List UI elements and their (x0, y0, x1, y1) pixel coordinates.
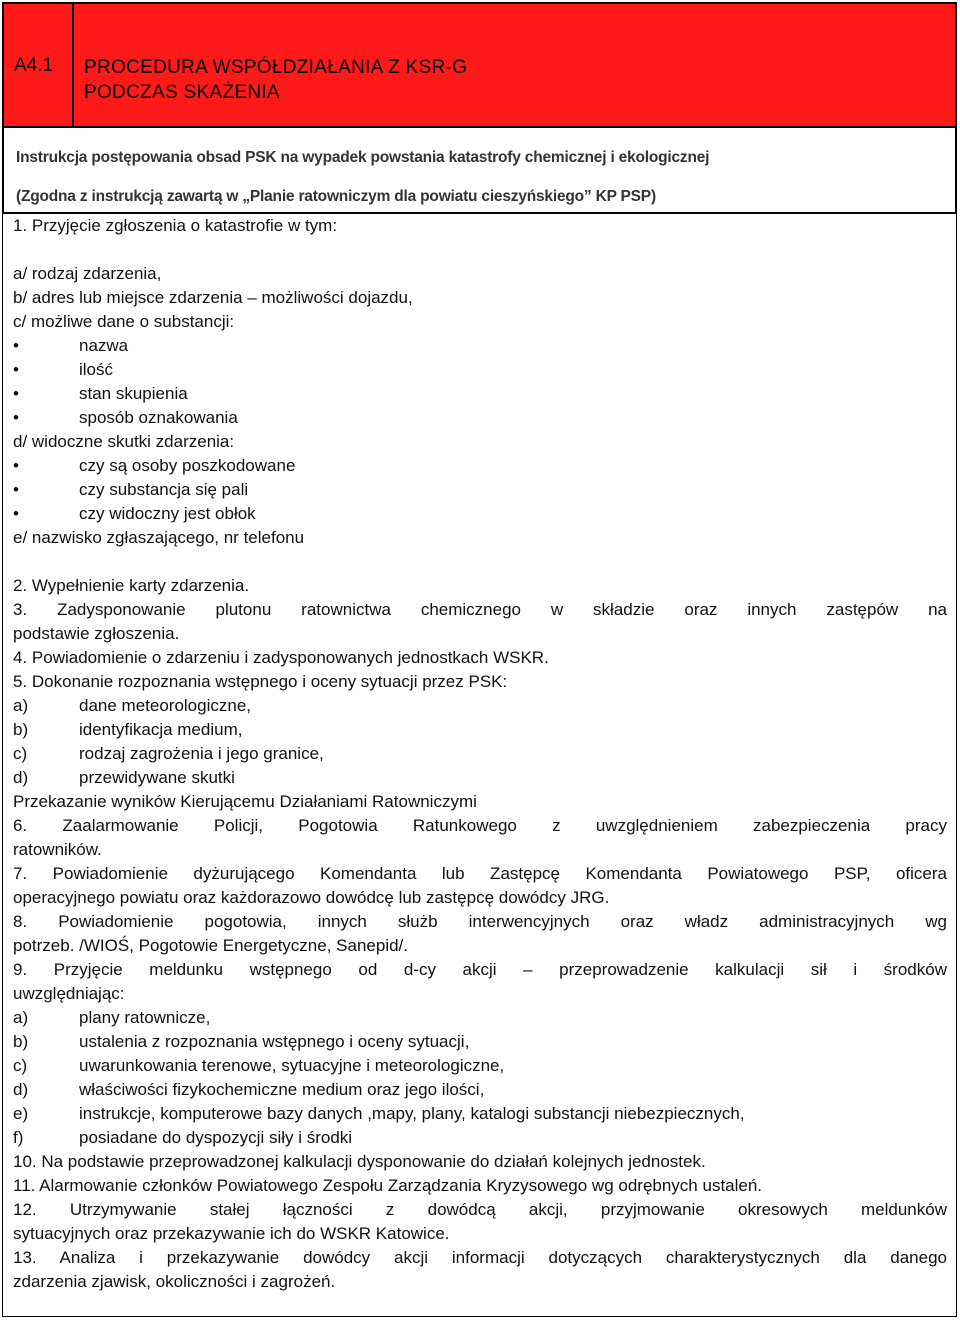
item-label: a) (13, 1008, 29, 1027)
list-item: • ilość (13, 358, 947, 382)
step-2: 2. Wypełnienie karty zdarzenia. (13, 576, 250, 595)
item-label: b) (13, 1032, 29, 1051)
list-item (13, 1006, 947, 1030)
step-12-line-1: 12. Utrzymywanie stałej łączności z dowódcą akcji, przyjmowanie okresowych meldunków (13, 1200, 947, 1219)
step-13-line-2: zdarzenia zjawisk, okoliczności i zagrożeń. (13, 1272, 336, 1291)
step-9-line-1: 9. Przyjęcie meldunku wstępnego od d-cy akcji – przeprowadzenie kalkulacji sił i środków (13, 960, 947, 979)
instruction-box (2, 128, 957, 214)
item-text: plany ratownicze, (79, 1008, 211, 1027)
item-text: przewidywane skutki (79, 768, 235, 787)
step-1-d: d/ widoczne skutki zdarzenia: (13, 432, 235, 451)
item-text: instrukcje, komputerowe bazy danych ,mapy, plany, katalogi substancji niebezpiecznych, (79, 1104, 745, 1123)
list-item: • czy substancja się pali (13, 478, 947, 502)
item-label: c) (13, 1056, 28, 1075)
list-item: • stan skupienia (13, 382, 947, 406)
step-11: 11. Alarmowanie członków Powiatowego Zespołu Zarządzania Kryzysowego wg odrębnych ustaleń. (13, 1176, 763, 1195)
list-item: • czy są osoby poszkodowane (13, 454, 947, 478)
step-8-line-1: 8. Powiadomienie pogotowia, innych służb interwencyjnych oraz władz administracyjnych wg (13, 912, 947, 931)
step-3-line-1: 3. Zadysponowanie plutonu ratownictwa chemicznego w składzie oraz innych zastępów na (13, 600, 947, 619)
list-item (13, 1102, 947, 1126)
list-item: • sposób oznakowania (13, 406, 947, 430)
step-10: 10. Na podstawie przeprowadzonej kalkulacji dysponowanie do działań kolejnych jednostek. (13, 1152, 706, 1171)
item-text: posiadane do dyspozycji siły i środki (79, 1128, 353, 1147)
list-item (13, 1030, 947, 1054)
step-8-line-2: potrzeb. /WIOŚ, Pogotowie Energetyczne, Sanepid/. (13, 936, 408, 955)
step-1-b: b/ adres lub miejsce zdarzenia – możliwości dojazdu, (13, 288, 413, 307)
list-item: • nazwa (13, 334, 947, 358)
list-item (13, 742, 947, 766)
procedure-content (13, 214, 947, 1294)
item-label: d) (13, 1080, 29, 1099)
page-title (84, 55, 467, 105)
list-item (13, 1054, 947, 1078)
item-text: ustalenia z rozpoznania wstępnego i oceny sytuacji, (79, 1032, 470, 1051)
step-3-line-2: podstawie zgłoszenia. (13, 624, 180, 643)
step-1-c: c/ możliwe dane o substancji: (13, 312, 235, 331)
step-5: 5. Dokonanie rozpoznania wstępnego i oceny sytuacji przez PSK: (13, 672, 508, 691)
item-label: c) (13, 744, 28, 763)
step-6-line-2: ratowników. (13, 840, 102, 859)
step-12-line-2: sytuacyjnych oraz przekazywanie ich do WSKR Katowice. (13, 1224, 450, 1243)
item-text: uwarunkowania terenowe, sytuacyjne i meteorologiczne, (79, 1056, 505, 1075)
item-label: a) (13, 696, 29, 715)
item-text: dane meteorologiczne, (79, 696, 252, 715)
item-label: d) (13, 768, 29, 787)
step-1-e: e/ nazwisko zgłaszającego, nr telefonu (13, 528, 305, 547)
list-item (13, 1078, 947, 1102)
list-item: • czy widoczny jest obłok (13, 502, 947, 526)
item-label: b) (13, 720, 29, 739)
step-4: 4. Powiadomienie o zdarzeniu i zadysponowanych jednostkach WSKR. (13, 648, 549, 667)
title-line-1: PROCEDURA WSPÓŁDZIAŁANIA Z KSR-G (84, 57, 468, 78)
item-label: e) (13, 1104, 29, 1123)
item-text: identyfikacja medium, (79, 720, 243, 739)
title-line-2: PODCZAS SKAŻENIA (84, 82, 280, 103)
step-7-line-1: 7. Powiadomienie dyżurującego Komendanta lub Zastępcę Komendanta Powiatowego PSP, oficera (13, 864, 947, 883)
step-5-summary: Przekazanie wyników Kierującemu Działaniami Ratowniczymi (13, 792, 477, 811)
list-item (13, 766, 947, 790)
header-bar (2, 2, 957, 128)
step-1-heading: 1. Przyjęcie zgłoszenia o katastrofie w tym: (13, 216, 338, 235)
list-item (13, 1126, 947, 1150)
step-6-line-1: 6. Zaalarmowanie Policji, Pogotowia Ratunkowego z uwzględnieniem zabezpieczenia pracy (13, 816, 947, 835)
list-item (13, 718, 947, 742)
step-1-a: a/ rodzaj zdarzenia, (13, 264, 162, 283)
item-label: f) (13, 1128, 24, 1147)
code-cell (4, 4, 74, 126)
section-code: A4.1 (14, 55, 54, 76)
step-13-line-1: 13. Analiza i przekazywanie dowódcy akcji informacji dotyczących charakterystycznych dla danego (13, 1248, 947, 1267)
step-9-line-2: uwzględniając: (13, 984, 125, 1003)
item-text: właściwości fizykochemiczne medium oraz jego ilości, (79, 1080, 485, 1099)
item-text: rodzaj zagrożenia i jego granice, (79, 744, 324, 763)
instruction-title: Instrukcja postępowania obsad PSK na wypadek powstania katastrofy chemicznej i ekologicznej (16, 149, 710, 166)
step-7-line-2: operacyjnego powiatu oraz każdorazowo dowódcę lub zastępcę dowódcy JRG. (13, 888, 610, 907)
list-item (13, 694, 947, 718)
instruction-source: (Zgodna z instrukcją zawartą w „Planie ratowniczym dla powiatu cieszyńskiego” KP PSP) (16, 188, 656, 205)
